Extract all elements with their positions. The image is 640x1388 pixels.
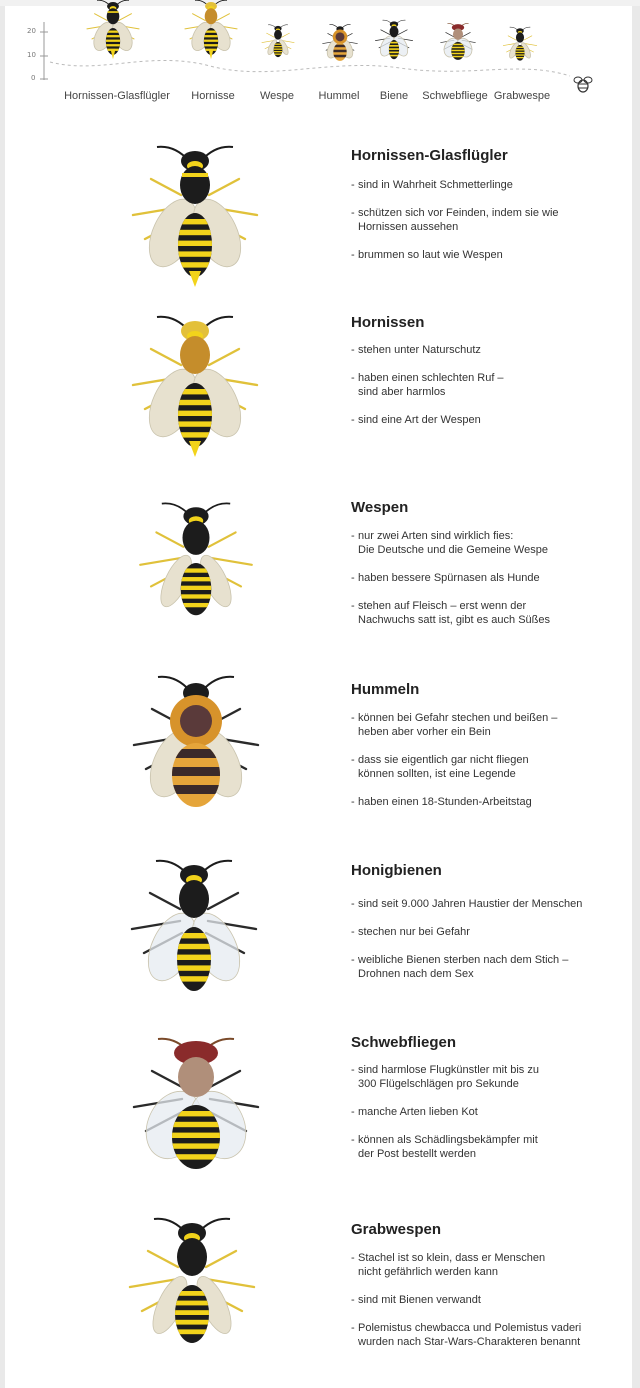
fact-item: - sind seit 9.000 Jahren Haustier der Menschen [351, 897, 621, 911]
hoverfly-icon [0, 1033, 340, 1183]
fact-list [351, 1063, 621, 1175]
hornet-moth-mini-icon [68, 0, 158, 88]
fact-item: - sind in Wahrheit Schmetterlinge [351, 178, 621, 192]
section-title: Hummeln [351, 681, 420, 698]
fact-item: - Stachel ist so klein, dass er Menschen nicht gefährlich werden kann [351, 1251, 621, 1279]
axis-tick: 0 [31, 74, 36, 82]
wasp-icon [0, 487, 340, 647]
section-title: Hornissen-Glasflügler [351, 147, 508, 164]
section-title: Wespen [351, 499, 409, 516]
fact-item: - weibliche Bienen sterben nach dem Stich – Drohnen nach dem Sex [351, 953, 621, 981]
label-schwebfliege: Schwebfliege [422, 90, 488, 102]
fact-item: - schützen sich vor Feinden, indem sie wie Hornissen aussehen [351, 206, 621, 234]
hornet-moth-icon [0, 135, 340, 295]
section-title: Hornissen [351, 314, 425, 331]
label-hornissen-glasfluegler: Hornissen-Glasflügler [64, 90, 170, 102]
bumblebee-icon [0, 675, 340, 825]
fact-item: - Polemistus chewbacca und Polemistus vaderi wurden nach Star-Wars-Charakteren benannt [351, 1321, 621, 1349]
section-title: Honigbienen [351, 862, 442, 879]
fact-list [351, 897, 621, 995]
honeybee-icon [0, 855, 340, 1005]
fact-item: - nur zwei Arten sind wirklich fies: Die Deutsche und die Gemeine Wespe [351, 529, 621, 557]
fact-item: - manche Arten lieben Kot [351, 1105, 621, 1119]
fact-item: - können bei Gefahr stechen und beißen – heben aber vorher ein Bein [351, 711, 621, 739]
axis-tick: 20 [27, 27, 36, 35]
label-biene: Biene [379, 90, 409, 102]
label-grabwespe: Grabwespe [493, 90, 551, 102]
label-hummel: Hummel [318, 90, 360, 102]
fact-list [351, 343, 621, 441]
fact-item: - sind mit Bienen verwandt [351, 1293, 621, 1307]
fact-list [351, 178, 621, 276]
label-hornisse: Hornisse [191, 90, 235, 102]
fact-item: - können als Schädlingsbekämpfer mit der Post bestellt werden [351, 1133, 621, 1161]
fact-item: - stehen auf Fleisch – erst wenn der Nachwuchs satt ist, gibt es auch Süßes [351, 599, 621, 627]
fact-item: - brummen so laut wie Wespen [351, 248, 621, 262]
fact-item: - stechen nur bei Gefahr [351, 925, 621, 939]
label-wespe: Wespe [259, 90, 295, 102]
fact-item: - dass sie eigentlich gar nicht fliegen können sollten, ist eine Legende [351, 753, 621, 781]
axis-tick: 10 [27, 51, 36, 59]
fact-list [351, 711, 621, 823]
fact-item: - haben einen schlechten Ruf – sind aber harmlos [351, 371, 621, 399]
fact-item: - haben einen 18-Stunden-Arbeitstag [351, 795, 621, 809]
section-title: Grabwespen [351, 1221, 442, 1238]
section-title: Schwebfliegen [351, 1034, 457, 1051]
fact-item: - sind harmlose Flugkünstler mit bis zu 300 Flügelschlägen pro Sekunde [351, 1063, 621, 1091]
fact-item: - haben bessere Spürnasen als Hunde [351, 571, 621, 585]
fact-item: - sind eine Art der Wespen [351, 413, 621, 427]
fact-list [351, 529, 621, 641]
hornet-icon [0, 305, 340, 465]
fact-list [351, 1251, 621, 1363]
bee-doodle-icon [572, 74, 594, 96]
digger-wasp-icon [0, 1213, 340, 1363]
fact-item: - stehen unter Naturschutz [351, 343, 621, 357]
